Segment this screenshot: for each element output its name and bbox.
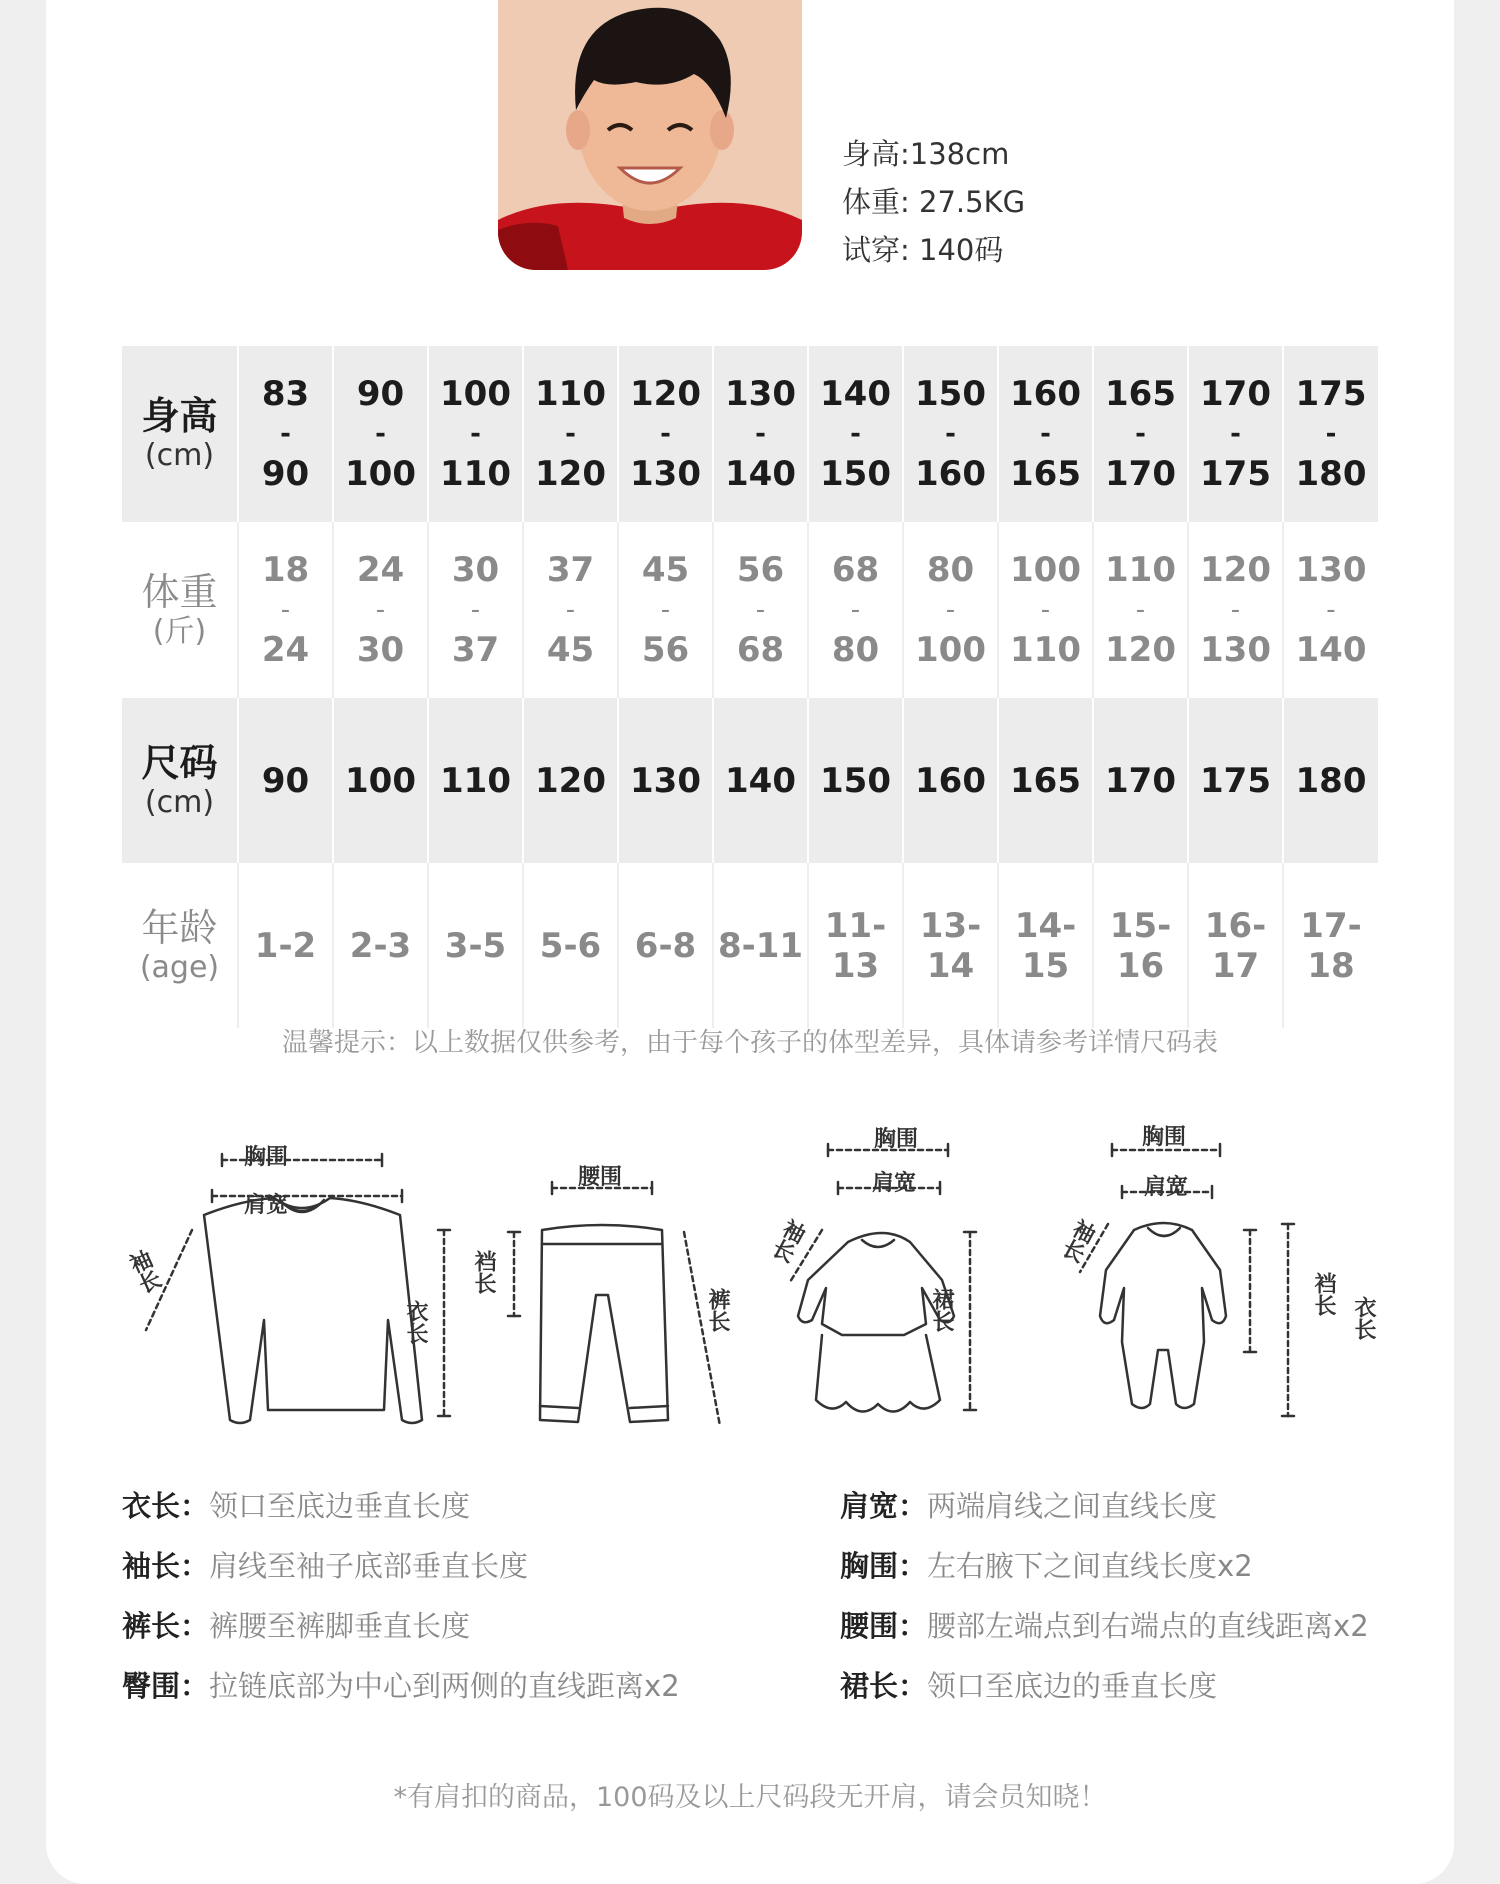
range-separator: - xyxy=(945,419,956,449)
range-end: 24 xyxy=(261,630,310,670)
range-start: 140 xyxy=(820,374,891,414)
diagram-top-sleeve: 袖长 xyxy=(123,1246,164,1298)
size-table-cell xyxy=(713,863,808,1028)
range-start: 130 xyxy=(1295,550,1367,590)
range-start: 37 xyxy=(546,550,595,590)
row-label-cell xyxy=(122,522,238,698)
model-tryon-size: 试穿: 140码 xyxy=(842,233,1004,267)
cell-value: 110 xyxy=(440,760,511,801)
size-table-cell xyxy=(618,863,713,1028)
top-diagram xyxy=(146,1154,450,1423)
diagram-top-length: 衣长 xyxy=(403,1300,428,1344)
size-table-cell xyxy=(238,863,333,1028)
garment-diagrams-svg xyxy=(122,1120,1378,1460)
range-end: 130 xyxy=(1200,630,1271,670)
cell-value: 2-3 xyxy=(349,925,412,966)
boy-portrait-image xyxy=(498,0,802,270)
definition-item: 裤长：裤腰至裤脚垂直长度 xyxy=(122,1609,471,1643)
row-label: 年龄 xyxy=(141,905,218,950)
model-info xyxy=(842,130,1025,274)
range-end: 100 xyxy=(915,630,986,670)
range-separator: - xyxy=(1325,419,1337,449)
range-separator: - xyxy=(1040,419,1051,449)
range-separator: - xyxy=(1230,595,1241,625)
range-start: 30 xyxy=(451,550,500,590)
range-start: 165 xyxy=(1105,374,1176,414)
row-unit: (age) xyxy=(139,949,220,985)
range-start: 170 xyxy=(1200,374,1271,414)
cell-value: 16-17 xyxy=(1204,905,1267,986)
range-start: 80 xyxy=(926,550,975,590)
range-start: 68 xyxy=(831,550,880,590)
pants-diagram xyxy=(508,1182,720,1426)
row-unit: (cm) xyxy=(144,784,215,820)
diagram-romper-rise: 裆长 xyxy=(1311,1272,1336,1316)
row-label: 身高 xyxy=(141,394,218,438)
diagram-dress-shoulder: 肩宽 xyxy=(872,1171,917,1196)
hint-text: 温馨提示：以上数据仅供参考，由于每个孩子的体型差异，具体请参考详情尺码表 xyxy=(281,1028,1218,1058)
range-end: 140 xyxy=(725,454,796,494)
range-separator: - xyxy=(755,595,766,625)
definition-item: 臀围：拉链底部为中心到两侧的直线距离x2 xyxy=(122,1669,680,1703)
model-height: 身高:138cm xyxy=(842,137,1010,171)
size-table-cell xyxy=(1093,863,1188,1028)
diagram-pants-waist: 腰围 xyxy=(578,1165,623,1190)
definition-item: 衣长：领口至底边垂直长度 xyxy=(122,1489,471,1523)
cell-value: 3-5 xyxy=(444,925,507,966)
cell-value: 140 xyxy=(725,760,796,801)
range-separator: - xyxy=(1135,419,1146,449)
range-start: 175 xyxy=(1295,374,1367,414)
size-table-cell xyxy=(808,698,903,863)
diagram-romper-length: 衣长 xyxy=(1351,1296,1376,1340)
range-separator: - xyxy=(1135,595,1146,625)
range-end: 120 xyxy=(1105,630,1176,670)
range-end: 130 xyxy=(630,454,701,494)
range-end: 170 xyxy=(1105,454,1176,494)
range-separator: - xyxy=(470,595,481,625)
cell-value: 6-8 xyxy=(634,925,697,966)
size-table-cell xyxy=(618,522,713,698)
range-separator: - xyxy=(1230,419,1241,449)
size-table-cell xyxy=(998,863,1093,1028)
range-separator: - xyxy=(850,419,861,449)
range-start: 100 xyxy=(440,374,511,414)
cell-value: 8-11 xyxy=(717,925,804,966)
definition-item: 腰围：腰部左端点到右端点的直线距离x2 xyxy=(840,1609,1369,1643)
size-table-cell xyxy=(333,522,428,698)
cell-value: 14-15 xyxy=(1014,905,1077,986)
cell-value: 100 xyxy=(345,760,416,801)
cell-value: 130 xyxy=(630,760,701,801)
size-table-cell xyxy=(1093,698,1188,863)
size-table-cell xyxy=(998,346,1093,522)
diagram-romper-sleeve: 袖长 xyxy=(1056,1214,1099,1266)
range-start: 110 xyxy=(535,374,606,414)
range-end: 110 xyxy=(1010,630,1081,670)
range-end: 80 xyxy=(831,630,880,670)
cell-value: 13-14 xyxy=(919,905,982,986)
diagram-dress-chest: 胸围 xyxy=(874,1127,919,1152)
size-table-cell xyxy=(428,863,523,1028)
diagram-top-chest: 胸围 xyxy=(244,1145,289,1170)
range-separator: - xyxy=(660,595,671,625)
size-table-cell xyxy=(1188,863,1283,1028)
diagram-dress-skirt-length: 裙长 xyxy=(929,1288,954,1332)
range-end: 68 xyxy=(736,630,785,670)
range-end: 100 xyxy=(345,454,416,494)
row-label-cell xyxy=(122,863,238,1028)
cell-value: 5-6 xyxy=(539,925,602,966)
range-end: 180 xyxy=(1295,454,1367,494)
size-table-cell xyxy=(618,698,713,863)
size-chart-table xyxy=(122,346,1378,1028)
size-table-cell xyxy=(713,522,808,698)
definition-item: 裙长：领口至底边的垂直长度 xyxy=(840,1669,1218,1703)
size-table-cell xyxy=(333,698,428,863)
range-separator: - xyxy=(850,595,861,625)
cell-value: 160 xyxy=(915,760,986,801)
size-table-cell xyxy=(713,698,808,863)
diagram-dress-sleeve: 袖长 xyxy=(766,1214,809,1266)
size-table-cell xyxy=(333,346,428,522)
range-separator: - xyxy=(470,419,481,449)
range-separator: - xyxy=(945,595,956,625)
range-end: 56 xyxy=(641,630,690,670)
size-table-cell xyxy=(998,698,1093,863)
range-end: 110 xyxy=(440,454,511,494)
range-start: 24 xyxy=(356,550,405,590)
diagram-top-shoulder: 肩宽 xyxy=(244,1193,289,1218)
size-table-cell xyxy=(428,698,523,863)
size-table-cell xyxy=(808,863,903,1028)
row-unit: (斤) xyxy=(152,614,207,649)
cell-value: 11-13 xyxy=(824,905,887,986)
range-separator: - xyxy=(565,419,576,449)
range-separator: - xyxy=(1326,595,1336,625)
size-table-cell xyxy=(238,522,333,698)
row-label-cell xyxy=(122,698,238,863)
cell-value: 175 xyxy=(1200,760,1271,801)
diagram-romper-shoulder: 肩宽 xyxy=(1144,1175,1189,1200)
range-start: 120 xyxy=(1200,550,1271,590)
size-table-cell xyxy=(713,346,808,522)
size-table-row xyxy=(122,863,1378,1028)
footnote-text: *有肩扣的商品，100码及以上尺码段无开肩，请会员知晓！ xyxy=(393,1782,1107,1813)
size-table-cell xyxy=(1283,346,1378,522)
size-table-cell xyxy=(1093,346,1188,522)
cell-value: 150 xyxy=(820,760,891,801)
range-separator: - xyxy=(375,419,386,449)
range-start: 83 xyxy=(261,374,310,414)
range-end: 120 xyxy=(535,454,606,494)
size-table-cell xyxy=(1188,698,1283,863)
cell-value: 120 xyxy=(535,760,606,801)
range-end: 90 xyxy=(261,454,310,494)
size-table-cell xyxy=(1283,698,1378,863)
definition-item: 袖长：肩线至袖子底部垂直长度 xyxy=(122,1549,529,1583)
size-table-cell xyxy=(618,346,713,522)
size-table-cell xyxy=(1283,522,1378,698)
range-end: 150 xyxy=(820,454,891,494)
range-start: 120 xyxy=(630,374,701,414)
size-table-cell xyxy=(523,863,618,1028)
diagram-pants-length: 裤长 xyxy=(705,1288,730,1332)
range-start: 150 xyxy=(915,374,986,414)
range-separator: - xyxy=(375,595,386,625)
row-label: 尺码 xyxy=(141,740,218,785)
range-separator: - xyxy=(1040,595,1051,625)
size-table-row xyxy=(122,698,1378,863)
row-label-cell xyxy=(122,346,238,522)
size-table-cell xyxy=(1093,522,1188,698)
range-end: 160 xyxy=(915,454,986,494)
size-table-cell xyxy=(1188,346,1283,522)
definition-item: 肩宽：两端肩线之间直线长度 xyxy=(840,1489,1218,1523)
cell-value: 90 xyxy=(261,760,310,801)
cell-value: 170 xyxy=(1105,760,1176,801)
size-table-cell xyxy=(523,522,618,698)
diagram-romper-chest: 胸围 xyxy=(1142,1125,1187,1150)
range-end: 140 xyxy=(1295,630,1367,670)
size-table-cell xyxy=(998,522,1093,698)
size-table-cell xyxy=(428,522,523,698)
size-table-cell xyxy=(428,346,523,522)
range-start: 160 xyxy=(1010,374,1081,414)
size-table-cell xyxy=(903,863,998,1028)
diagram-pants-rise: 裆长 xyxy=(471,1250,496,1294)
measurement-diagrams xyxy=(122,1120,1378,1460)
size-table-cell xyxy=(523,698,618,863)
cell-value: 165 xyxy=(1010,760,1081,801)
size-table-cell xyxy=(523,346,618,522)
range-separator: - xyxy=(660,419,671,449)
range-separator: - xyxy=(280,419,291,449)
range-end: 37 xyxy=(451,630,500,670)
row-unit: (cm) xyxy=(144,438,215,473)
model-photo xyxy=(498,0,802,270)
size-table-cell xyxy=(1188,522,1283,698)
range-start: 100 xyxy=(1010,550,1081,590)
size-table-cell xyxy=(903,522,998,698)
row-label: 体重 xyxy=(141,570,218,614)
size-table-cell xyxy=(903,346,998,522)
size-table-row xyxy=(122,346,1378,522)
size-table-cell xyxy=(1283,863,1378,1028)
range-start: 90 xyxy=(356,374,405,414)
cell-value: 17-18 xyxy=(1300,905,1362,986)
range-start: 56 xyxy=(736,550,785,590)
range-separator: - xyxy=(755,419,766,449)
size-table-cell xyxy=(333,863,428,1028)
model-weight: 体重: 27.5KG xyxy=(842,185,1026,219)
range-end: 165 xyxy=(1010,454,1081,494)
range-end: 45 xyxy=(546,630,595,670)
size-table-cell xyxy=(238,698,333,863)
range-start: 18 xyxy=(261,550,310,590)
range-separator: - xyxy=(565,595,576,625)
range-end: 175 xyxy=(1200,454,1271,494)
size-table-cell xyxy=(903,698,998,863)
range-start: 130 xyxy=(725,374,796,414)
definition-item: 胸围：左右腋下之间直线长度x2 xyxy=(840,1549,1253,1583)
range-start: 110 xyxy=(1105,550,1176,590)
size-table-cell xyxy=(808,522,903,698)
size-table-row xyxy=(122,522,1378,698)
range-end: 30 xyxy=(356,630,405,670)
size-table-cell xyxy=(808,346,903,522)
cell-value: 15-16 xyxy=(1109,905,1172,986)
cell-value: 1-2 xyxy=(254,925,317,966)
cell-value: 180 xyxy=(1295,760,1367,801)
range-start: 45 xyxy=(641,550,690,590)
range-separator: - xyxy=(280,595,291,625)
size-table-cell xyxy=(238,346,333,522)
